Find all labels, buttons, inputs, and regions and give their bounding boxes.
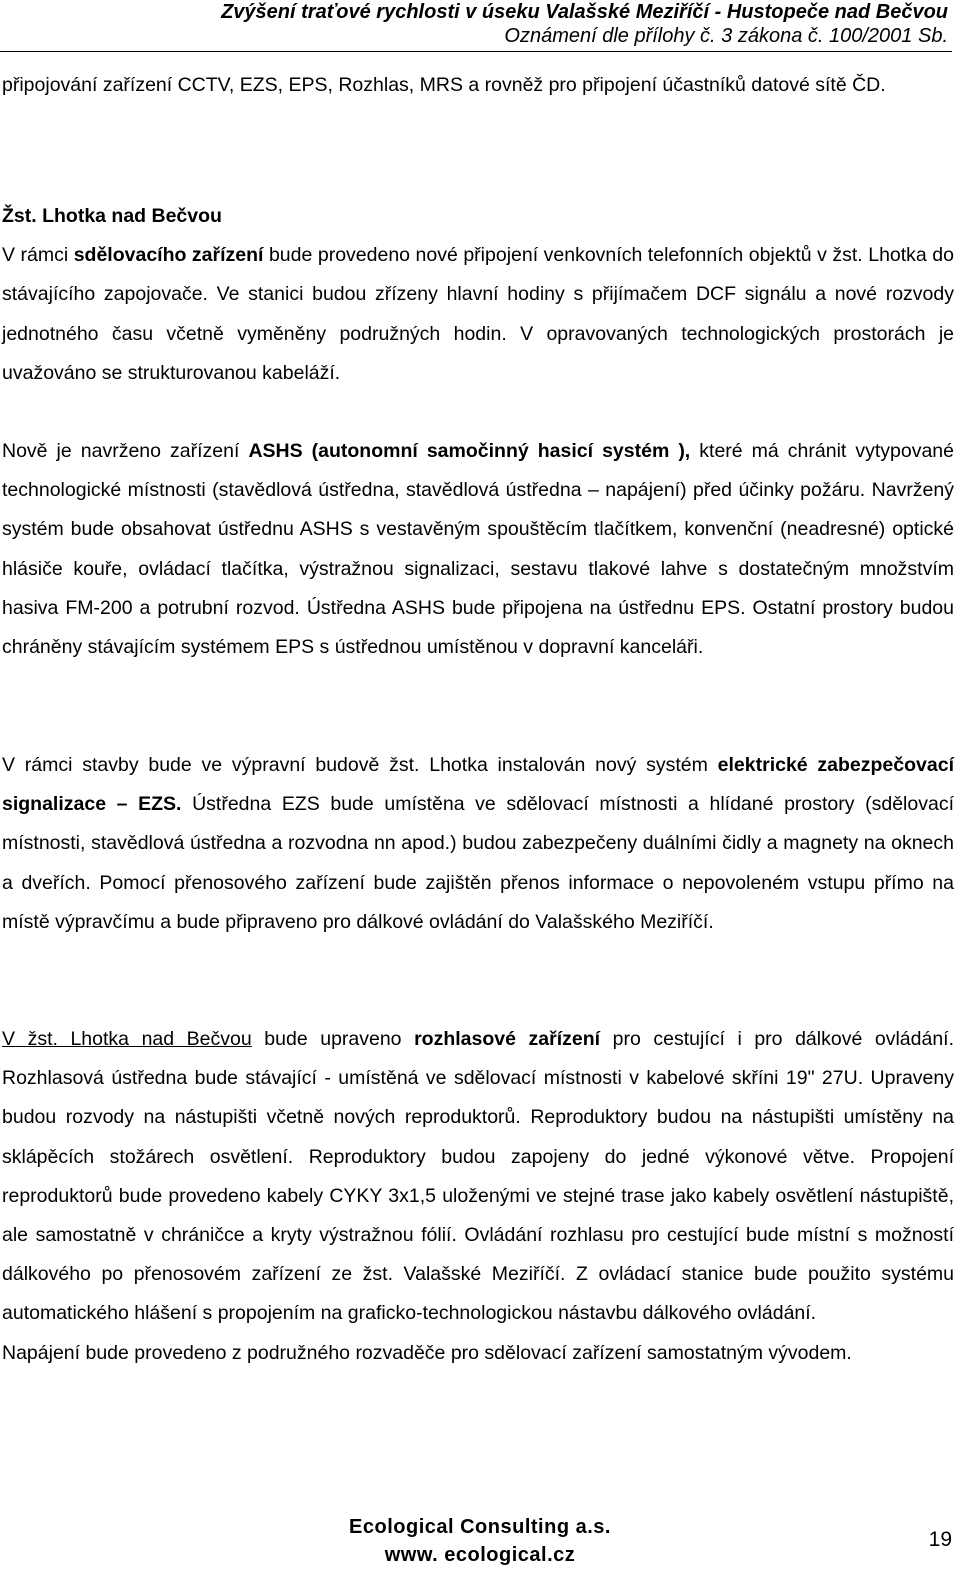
header-subtitle: Oznámení dle přílohy č. 3 zákona č. 100/2001 Sb. bbox=[504, 25, 948, 47]
header-divider bbox=[0, 51, 952, 52]
paragraph-telecom-equipment: V rámci sdělovacího zařízení bude provedeno nové připojení venkovních telefonních objektů v žst. Lhotka do stávajícího zapojovače. Ve stanici budou zřízeny hlavní hodiny s přijímačem DCF signálu a nové rozvody jednotného času včetně vyměněny podružných hodin. V opravovaných technologických prostorách je uvažováno se strukturovanou kabeláží. bbox=[2, 244, 954, 384]
paragraph-ashs: Nově je navrženo zařízení ASHS (autonomní samočinný hasicí systém ), které má chránit vytypované technologické místnosti (stavědlová ústředna, stavědlová ústředna – napájení) před účinky požáru. Navržený systém bude obsahovat ústřednu ASHS s vestavěným spouštěcím tlačítkem, konvenční (neadresné) optické hlásiče kouře, ovládací tlačítka, výstražnou signalizaci, sestavu tlakové lahve s dostatečným množstvím hasiva FM-200 a potrubní rozvod. Ústředna ASHS bude připojena na ústřednu EPS. Ostatní prostory budou chráněny stávajícím systémem EPS s ústřednou umístěnou v dopravní kanceláři. bbox=[2, 440, 954, 659]
section-heading: Žst. Lhotka nad Bečvou bbox=[2, 205, 222, 227]
page-number: 19 bbox=[928, 1528, 952, 1551]
header-title: Zvýšení traťové rychlosti v úseku Valašské Meziříčí - Hustopeče nad Bečvou bbox=[221, 1, 948, 23]
footer-website: www. ecological.cz bbox=[384, 1544, 576, 1566]
footer-company: Ecological Consulting a.s. bbox=[349, 1516, 611, 1538]
paragraph-power-supply: Napájení bude provedeno z podružného rozvaděče pro sdělovací zařízení samostatným vývodem. bbox=[2, 1341, 852, 1364]
section-station-lhotka bbox=[2, 197, 954, 393]
paragraph-network-connection: připojování zařízení CCTV, EZS, EPS, Rozhlas, MRS a rovněž pro připojení účastníků datové sítě ČD. bbox=[2, 74, 886, 96]
paragraph-public-address: V žst. Lhotka nad Bečvou bude upraveno rozhlasové zařízení pro cestující i pro dálkové ovládání. Rozhlasová ústředna bude stávající - umístěná ve sdělovací místnosti v kabelové skříni 19" 27U. Upraveny budou rozvody na nástupišti včetně nových reproduktorů. Reproduktory budou na nástupišti umístěny na sklápěcích stožárech osvětlení. Reproduktory budou zapojeny do jedné výkonové větve. Propojení reproduktorů bude provedeno kabely CYKY 3x1,5 uloženými ve stejné trase jako kabely osvětlení nástupiště, ale samostatně v chráničce a kryty výstražnou fólií. Ovládání rozhlasu pro cestující bude místní s možností dálkového po přenosovém zařízení ze žst. Valašské Meziříčí. Z ovládací stanice bude použito systému automatického hlášení s propojením na graficko-technologickou nástavbu dálkového ovládání. Napájení bude provedeno z podružného rozvaděče pro sdělovací zařízení samostatným vývodem. bbox=[2, 1020, 954, 1373]
paragraph-ezs: V rámci stavby bude ve výpravní budově žst. Lhotka instalován nový systém elektrické zabezpečovací signalizace – EZS. Ústředna EZS bude umístěna ve sdělovací místnosti a hlídané prostory (sdělovací místnosti, stavědlová ústředna a rozvodna nn apod.) budou zabezpečeny duálními čidly a magnety na oknech a dveřích. Pomocí přenosového zařízení bude zajištěn přenos informace o nepovoleném vstupu přímo na místě výpravčímu a bude připraveno pro dálkové ovládání do Valašského Meziříčí. bbox=[2, 754, 954, 933]
